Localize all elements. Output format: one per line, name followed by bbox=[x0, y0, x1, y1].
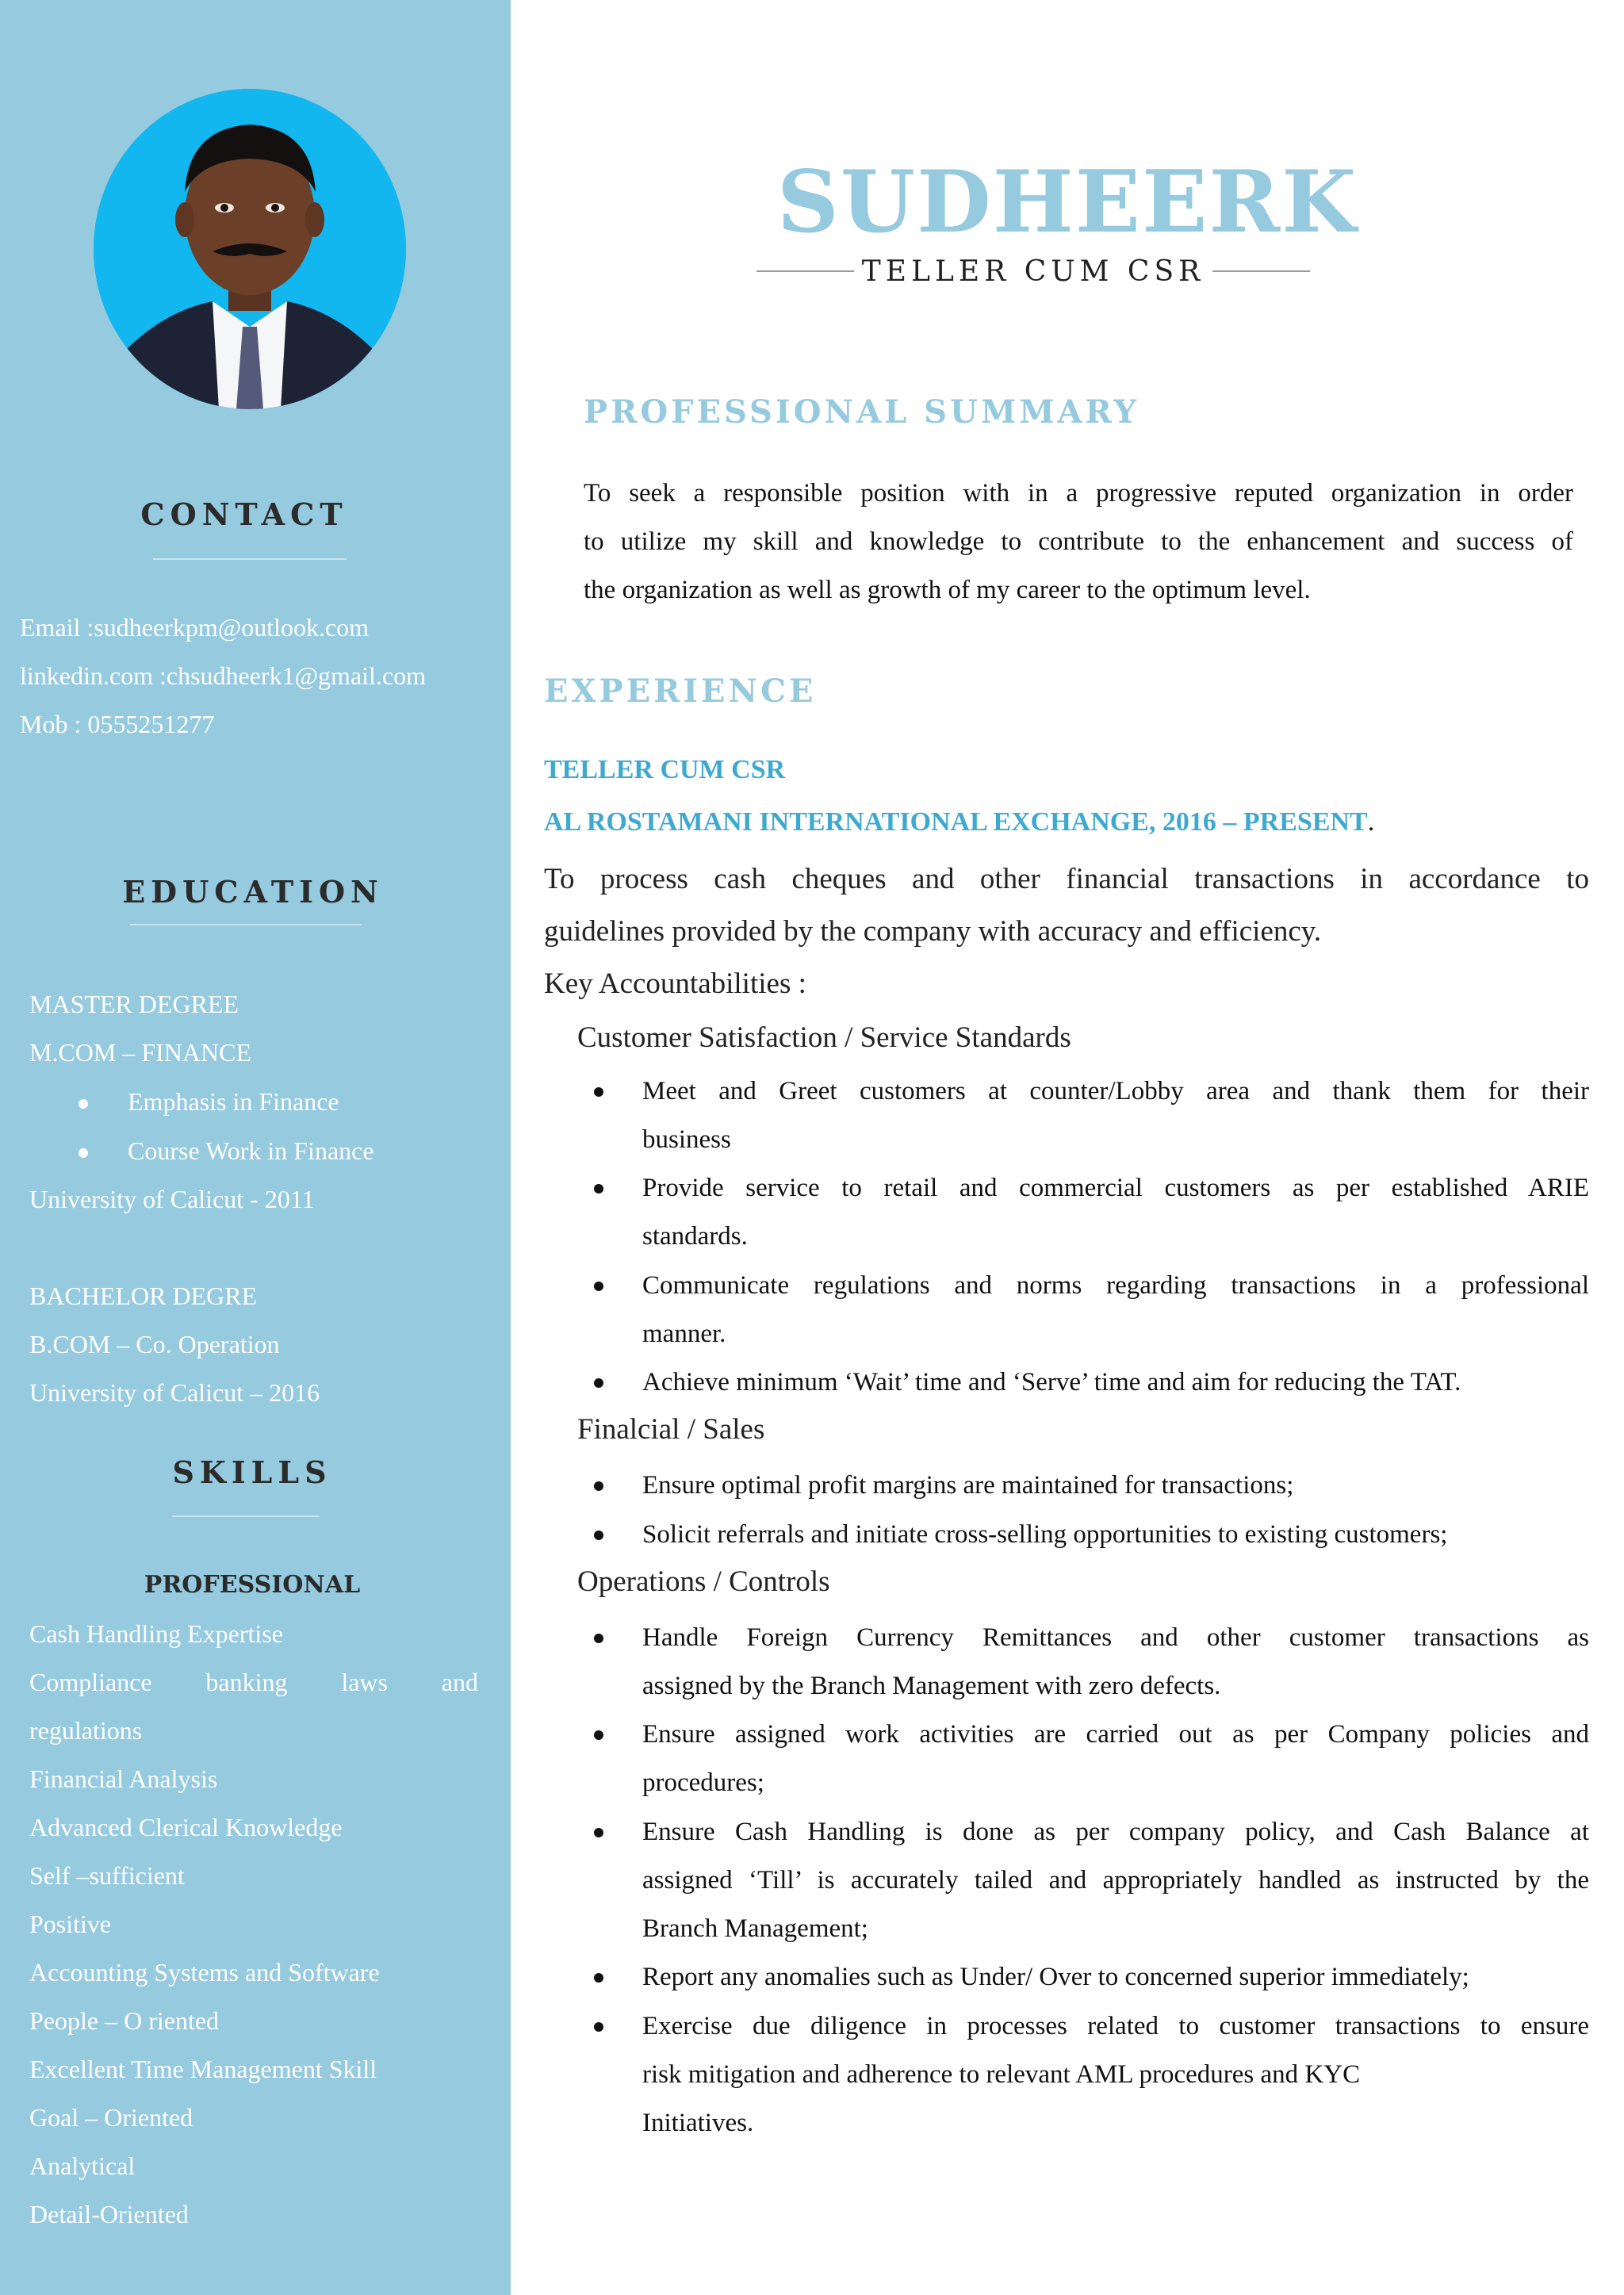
company-period: . bbox=[1367, 807, 1375, 837]
accountability-item bbox=[642, 1711, 1589, 1807]
contact-divider bbox=[153, 558, 347, 560]
skill-item: regulations bbox=[29, 1716, 143, 1745]
job-role: TELLER CUM CSR bbox=[544, 755, 786, 784]
skill-item: Self –sufficient bbox=[29, 1861, 185, 1890]
skill-item: Goal – Oriented bbox=[29, 2103, 193, 2132]
education-divider bbox=[130, 924, 362, 925]
title-rule-left bbox=[756, 270, 854, 272]
portrait-illustration bbox=[94, 89, 406, 409]
company-name: AL ROSTAMANI INTERNATIONAL EXCHANGE, 2016 – PRESENT bbox=[544, 807, 1368, 837]
bullet-dot bbox=[594, 1634, 603, 1643]
item-line: Ensure assigned work activities are carried out as per Company policies and bbox=[642, 1720, 1589, 1749]
title-rule-right bbox=[1212, 270, 1310, 272]
skill-item: Analytical bbox=[29, 2151, 136, 2180]
job-title: TELLER CUM CSR bbox=[861, 255, 1205, 288]
item-line: Branch Management; bbox=[642, 1914, 868, 1943]
experience-heading: EXPERIENCE bbox=[544, 672, 817, 710]
accountability-item bbox=[642, 1953, 1589, 2002]
bullet-dot bbox=[594, 1481, 603, 1491]
education-heading: EDUCATION bbox=[122, 874, 384, 910]
item-line: standards. bbox=[642, 1222, 748, 1251]
skill-word: and bbox=[441, 1668, 478, 1696]
bullet-dot bbox=[594, 1973, 603, 1983]
contact-mobile[interactable]: Mob : 0555251277 bbox=[20, 710, 215, 738]
job-description-line: To process cash cheques and other financial transactions in accordance to bbox=[544, 863, 1589, 895]
item-line: Meet and Greet customers at counter/Lobby area and thank them for their bbox=[642, 1077, 1589, 1105]
category-financial-sales: Finalcial / Sales bbox=[577, 1413, 765, 1446]
master-bullet-2: Course Work in Finance bbox=[128, 1136, 374, 1165]
skill-word: laws bbox=[341, 1668, 388, 1696]
bullet-dot bbox=[594, 1378, 603, 1388]
item-line: Solicit referrals and initiate cross-selling opportunities to existing customers; bbox=[642, 1520, 1448, 1549]
item-line: assigned by the Branch Management with zero defects. bbox=[642, 1672, 1221, 1700]
accountability-item bbox=[642, 1164, 1589, 1261]
skills-list bbox=[29, 1610, 478, 2239]
bullet-dot bbox=[594, 1282, 603, 1291]
bachelor-university: University of Calicut – 2016 bbox=[29, 1378, 320, 1407]
accountability-item bbox=[642, 1262, 1589, 1358]
accountability-item bbox=[642, 2002, 1589, 2147]
item-line: Achieve minimum ‘Wait’ time and ‘Serve’ time and aim for reducing the TAT. bbox=[642, 1368, 1461, 1397]
bachelor-course: B.COM – Co. Operation bbox=[29, 1330, 280, 1358]
item-line: Initiatives. bbox=[642, 2109, 754, 2137]
skill-word: Compliance bbox=[29, 1668, 152, 1696]
master-bullet-1: Emphasis in Finance bbox=[128, 1087, 339, 1116]
candidate-name: SUDHEERK bbox=[776, 152, 1358, 252]
master-course: M.COM – FINANCE bbox=[29, 1038, 252, 1067]
accountability-item bbox=[642, 1067, 1589, 1164]
bachelor-degree: BACHELOR DEGRE bbox=[29, 1282, 258, 1310]
skill-item: Cash Handling Expertise bbox=[29, 1619, 283, 1648]
item-line: Handle Foreign Currency Remittances and other customer transactions as bbox=[642, 1623, 1589, 1652]
bullet-dot bbox=[594, 1730, 603, 1740]
accountability-item bbox=[642, 1808, 1589, 1953]
item-line: Provide service to retail and commercial customers as per established ARIE bbox=[642, 1174, 1589, 1202]
skill-word: banking bbox=[205, 1668, 288, 1696]
skill-item: Detail-Oriented bbox=[29, 2200, 189, 2228]
summary-line: to utilize my skill and knowledge to contribute to the enhancement and success of bbox=[584, 527, 1573, 556]
contact-linkedin[interactable]: linkedin.com :chsudheerk1@gmail.com bbox=[20, 661, 427, 690]
bullet-dot bbox=[79, 1148, 88, 1158]
summary-heading: PROFESSIONAL SUMMARY bbox=[584, 393, 1140, 431]
profile-photo bbox=[94, 89, 406, 409]
master-degree: MASTER DEGREE bbox=[29, 990, 239, 1018]
skill-item: Positive bbox=[29, 1910, 112, 1938]
summary-text bbox=[584, 469, 1573, 615]
job-description-line: guidelines provided by the company with accuracy and efficiency. bbox=[544, 915, 1322, 948]
category-customer-satisfaction: Customer Satisfaction / Service Standards bbox=[577, 1021, 1071, 1054]
item-line: assigned ‘Till’ is accurately tailed and appropriately handled as instructed by the bbox=[642, 1866, 1589, 1895]
category-operations-controls: Operations / Controls bbox=[577, 1565, 830, 1598]
bullet-dot bbox=[594, 1828, 603, 1837]
skill-item: People – O riented bbox=[29, 2006, 220, 2035]
job-company bbox=[544, 807, 1374, 837]
skill-item: Financial Analysis bbox=[29, 1764, 218, 1793]
summary-line: To seek a responsible position with in a progressive reputed organization in order bbox=[584, 479, 1573, 508]
bullet-dot bbox=[79, 1099, 88, 1109]
skills-subheading: PROFESSIONAL bbox=[144, 1571, 361, 1599]
skill-item: Excellent Time Management Skill bbox=[29, 2055, 377, 2083]
summary-line: the organization as well as growth of my career to the optimum level. bbox=[584, 576, 1311, 604]
item-line: manner. bbox=[642, 1320, 726, 1348]
item-line: Ensure optimal profit margins are maintained for transactions; bbox=[642, 1471, 1294, 1500]
job-title-row bbox=[756, 252, 1310, 290]
item-line: business bbox=[642, 1125, 731, 1154]
accountability-item bbox=[642, 1614, 1589, 1711]
skill-item: Advanced Clerical Knowledge bbox=[29, 1813, 343, 1841]
item-line: Communicate regulations and norms regarding transactions in a professional bbox=[642, 1271, 1589, 1300]
item-line: procedures; bbox=[642, 1768, 764, 1797]
skill-item: Accounting Systems and Software bbox=[29, 1958, 380, 1987]
sidebar bbox=[0, 0, 511, 2295]
accountability-item bbox=[642, 1358, 1589, 1407]
item-line: Exercise due diligence in processes related to customer transactions to ensure bbox=[642, 2012, 1589, 2040]
accountability-item bbox=[642, 1462, 1589, 1510]
bullet-dot bbox=[594, 1531, 603, 1540]
item-line: Ensure Cash Handling is done as per company policy, and Cash Balance at bbox=[642, 1818, 1589, 1846]
skills-divider bbox=[172, 1515, 320, 1517]
master-university: University of Calicut - 2011 bbox=[29, 1185, 315, 1213]
contact-heading: CONTACT bbox=[140, 496, 348, 532]
key-accountabilities-label: Key Accountabilities : bbox=[544, 967, 806, 1000]
skill-item-justified bbox=[29, 1658, 478, 1707]
item-line: risk mitigation and adherence to relevant AML procedures and KYC bbox=[642, 2060, 1361, 2089]
bullet-dot bbox=[594, 2022, 603, 2032]
bullet-dot bbox=[594, 1184, 603, 1193]
contact-email[interactable]: Email :sudheerkpm@outlook.com bbox=[20, 613, 370, 642]
accountability-item bbox=[642, 1511, 1589, 1559]
bullet-dot bbox=[594, 1087, 603, 1097]
item-line: Report any anomalies such as Under/ Over to concerned superior immediately; bbox=[642, 1963, 1469, 1991]
skills-heading: SKILLS bbox=[172, 1454, 332, 1490]
